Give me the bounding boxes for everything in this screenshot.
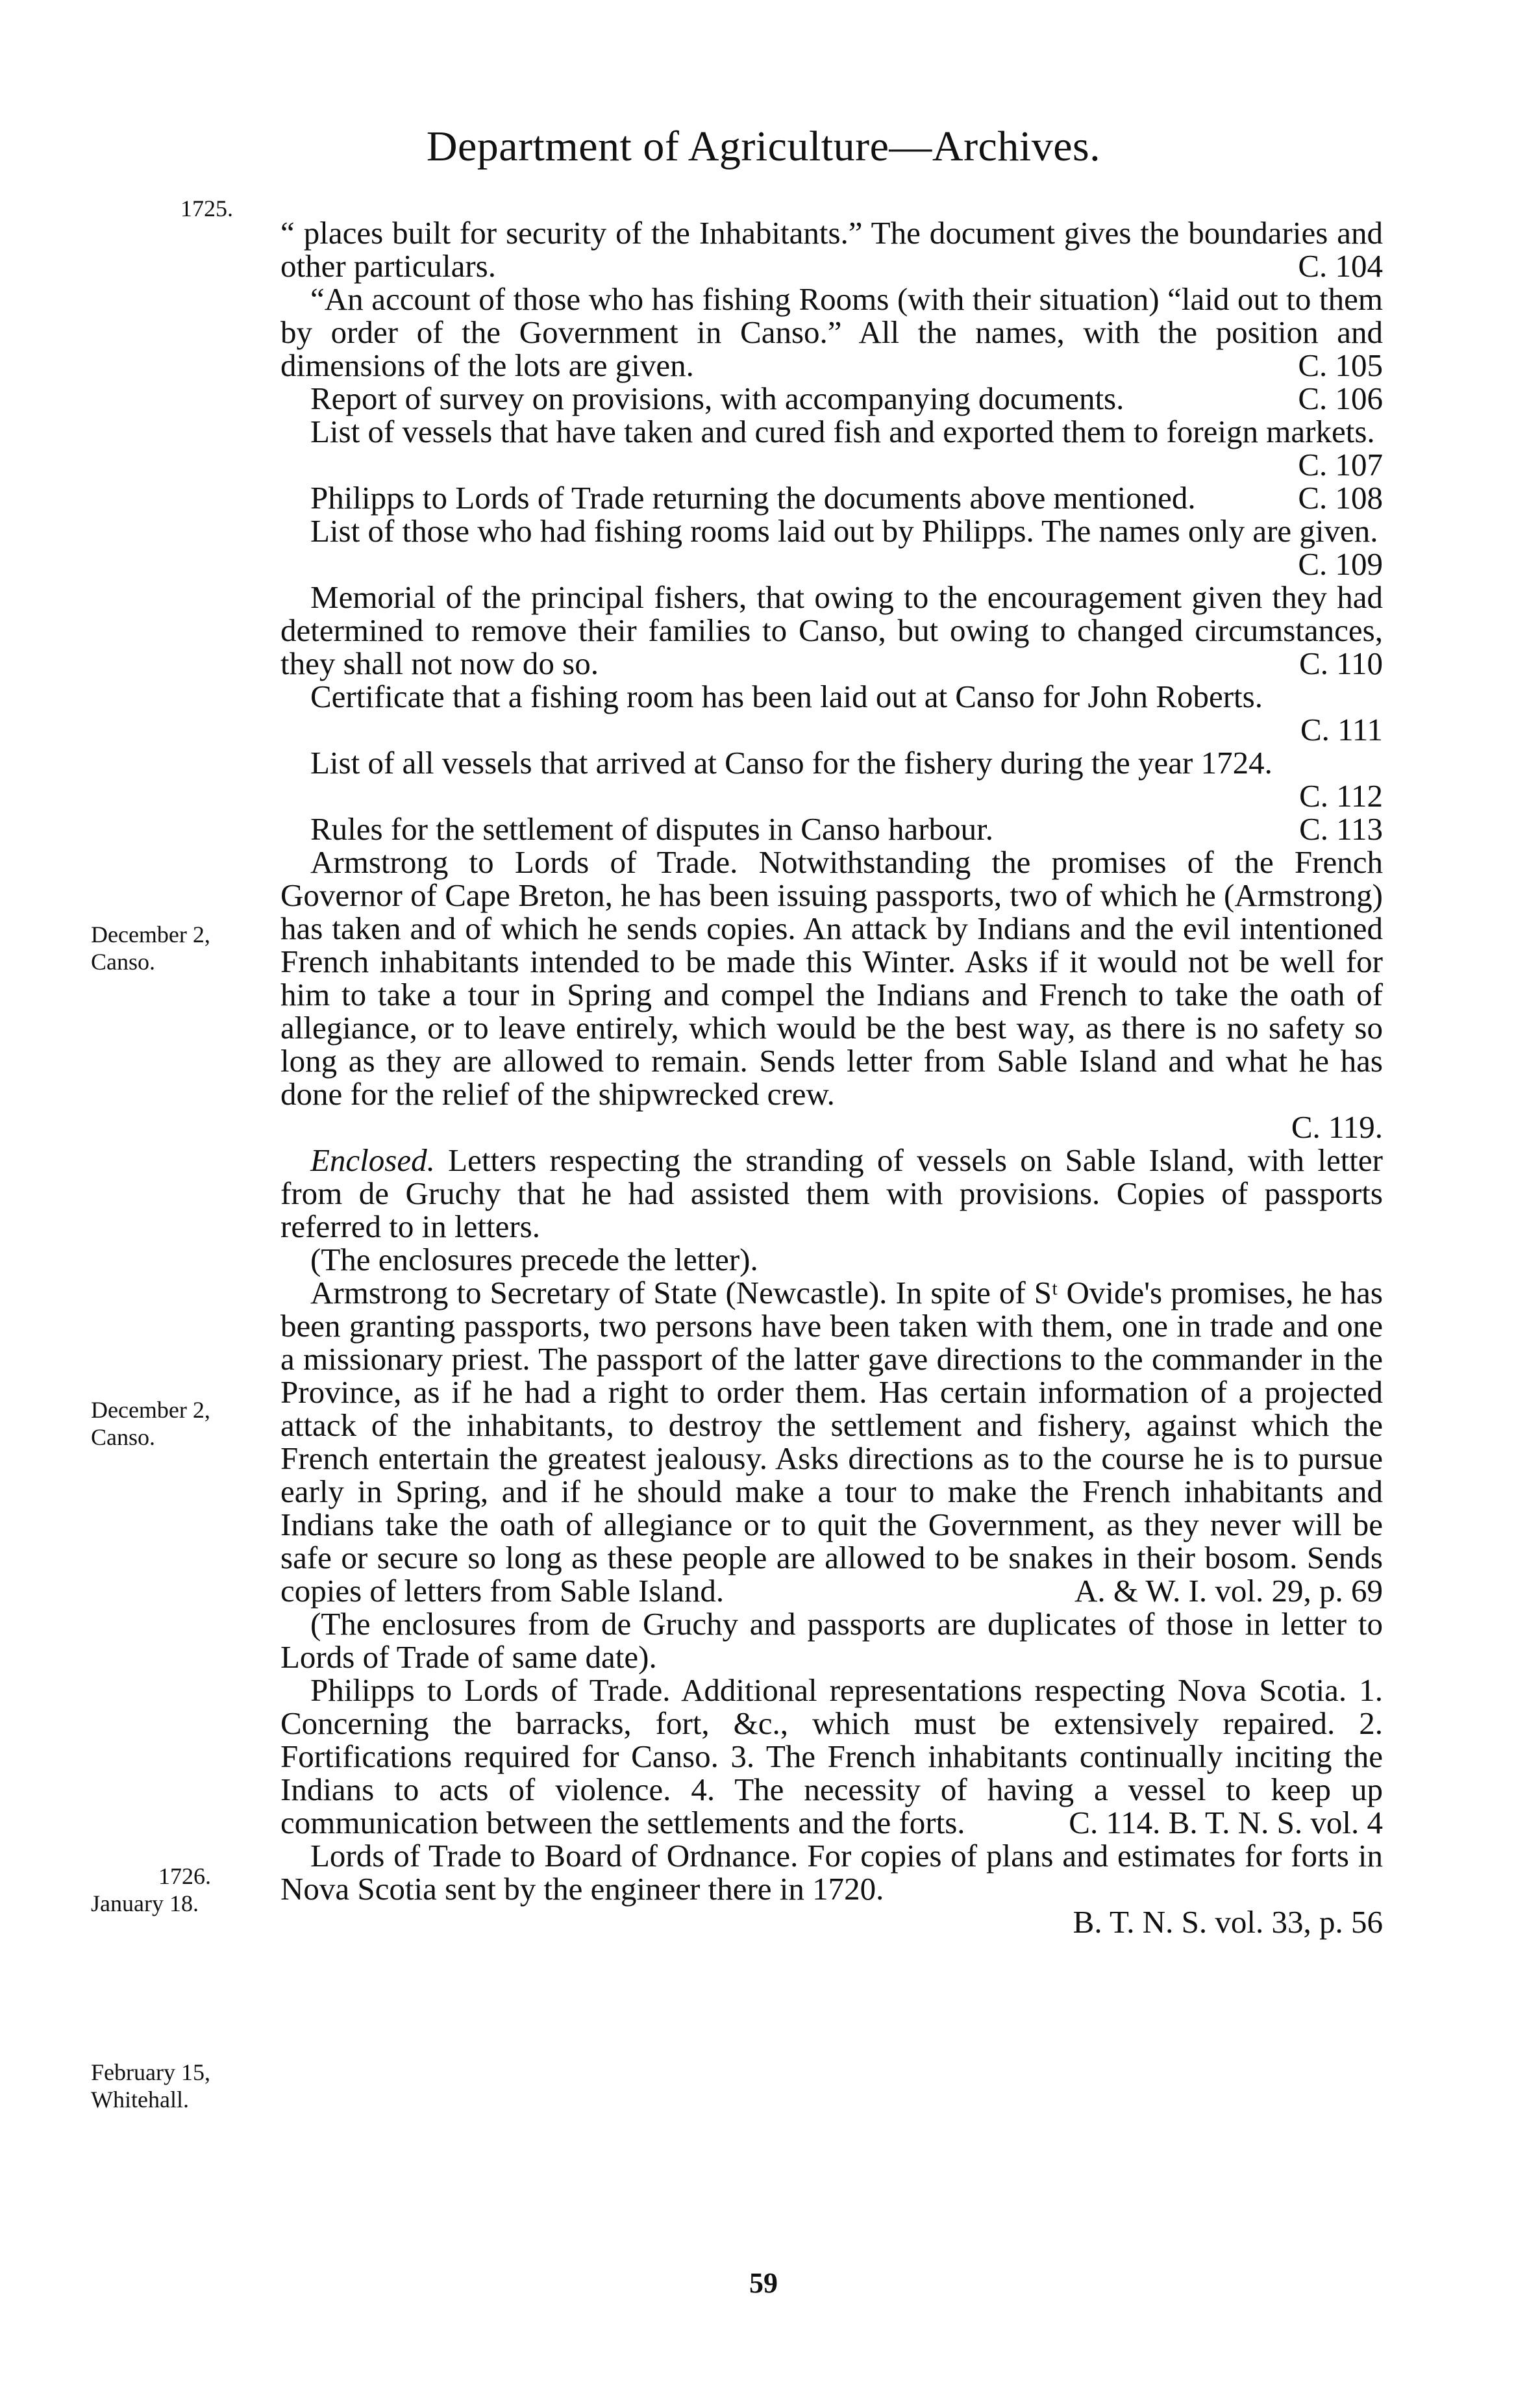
entry-reference: B. T. N. S. vol. 33, p. 56	[1073, 1904, 1383, 1940]
entry-philipps-additional-representations	[280, 1674, 1383, 1839]
entry-reference: C. 104	[1298, 248, 1383, 284]
entry-reference: C. 105	[1298, 347, 1383, 383]
entry-text: Memorial of the principal fishers, that owing to the encouragement given they had determined to remove their families to Canso, but owing to changed circumstances, they shall not now do so.	[280, 579, 1383, 681]
entry-text: Rules for the settlement of disputes in Canso harbour.	[310, 811, 993, 847]
entry-enclosures-duplicates-note	[280, 1607, 1383, 1674]
entry-text: “An account of those who has fishing Rooms (with their situation) “laid out to them by order of the Government in Canso.” All the names, with the position and dimensions of the lots are given.	[280, 281, 1383, 383]
margin-place-canso-second: Canso.	[91, 1424, 155, 1450]
margin-notes	[0, 0, 273, 2408]
entry-text: (The enclosures from de Gruchy and passports are duplicates of those in letter to Lords of Trade of same date).	[280, 1606, 1383, 1675]
entry-armstrong-to-secretary	[280, 1276, 1383, 1607]
entry-text: Letters respecting the stranding of vessels on Sable Island, with letter from de Gruchy that he had assisted them with provisions. Copies of passports referred to in letters.	[280, 1142, 1383, 1244]
margin-date-february-15: February 15,	[91, 2059, 210, 2085]
enclosed-label: Enclosed.	[310, 1142, 435, 1178]
entry-reference: C. 114. B. T. N. S. vol. 4	[1069, 1805, 1383, 1840]
entry-reference: C. 111	[1300, 712, 1383, 747]
entry-survey-provisions	[280, 382, 1383, 415]
entry-reference: C. 112	[1299, 778, 1383, 814]
entry-text: (The enclosures precede the letter).	[310, 1242, 758, 1277]
entry-philipps-returning	[280, 481, 1383, 514]
margin-place-whitehall: Whitehall.	[91, 2087, 189, 2113]
entry-text: Armstrong to Lords of Trade. Notwithstanding the promises of the French Governor of Cape Breton, he has been issuing passports, two of which he (Armstrong) has taken and of which he sends copies. An attack by Indians and the evil intentioned French inhabitants intended to be made this Winter. Asks if it would not be well for him to take a tour in Spring and compel the Indians and French to take the oath of allegiance, or to leave entirely, which would be the best way, as there is no safety so long as they are allowed to remain. Sends letter from Sable Island and what he has done for the relief of the shipwrecked crew.	[280, 844, 1383, 1112]
margin-date-december-2-second: December 2,	[91, 1397, 210, 1423]
entry-lords-to-board-of-ordnance	[280, 1839, 1383, 1938]
entry-text: “ places built for security of the Inhabitants.” The document gives the boundaries and other particulars.	[280, 215, 1383, 284]
entry-reference: C. 113	[1299, 811, 1383, 847]
entry-reference: C. 107	[1298, 447, 1383, 483]
entry-places-built	[280, 216, 1383, 282]
entry-text: List of vessels that have taken and cured fish and exported them to foreign markets.	[310, 414, 1375, 449]
entry-text: List of all vessels that arrived at Canso for the fishery during the year 1724.	[310, 745, 1272, 781]
entry-reference: C. 110	[1299, 646, 1383, 681]
margin-date-january-18: January 18.	[91, 1890, 199, 1916]
entry-text: Certificate that a fishing room has been laid out at Canso for John Roberts.	[310, 679, 1263, 714]
entry-text: List of those who had fishing rooms laid out by Philipps. The names only are given.	[310, 513, 1378, 549]
entry-reference: C. 119.	[1291, 1109, 1383, 1145]
document-body	[280, 216, 1383, 1938]
entry-enclosures-note	[280, 1243, 1383, 1276]
entry-text: Philipps to Lords of Trade returning the documents above mentioned.	[310, 480, 1196, 516]
page-number: 59	[749, 2267, 778, 2299]
entry-text: Report of survey on provisions, with accompanying documents.	[310, 381, 1124, 416]
entry-fishing-rooms-account	[280, 282, 1383, 382]
margin-place-canso-first: Canso.	[91, 949, 155, 975]
entry-enclosed-letters	[280, 1144, 1383, 1243]
entry-text: Lords of Trade to Board of Ordnance. For copies of plans and estimates for forts in Nova Scotia sent by the engineer there in 1720.	[280, 1838, 1383, 1907]
entry-list-of-vessels	[280, 415, 1383, 481]
entry-rules-disputes	[280, 812, 1383, 846]
entry-text: Philipps to Lords of Trade. Additional representations respecting Nova Scotia. 1. Concerning the barracks, fort, &c., which must be extensively repaired. 2. Fortifications required for Canso. 3. The French inhabitants continually inciting the Indians to acts of violence. 4. The necessity of having a vessel to keep up communication between the settlements and the forts.	[280, 1672, 1383, 1840]
entry-certificate-fishing-room	[280, 680, 1383, 746]
entry-reference: A. & W. I. vol. 29, p. 69	[1074, 1573, 1383, 1609]
margin-year-1725: 1725.	[180, 195, 233, 221]
margin-year-1726: 1726.	[158, 1863, 211, 1889]
page-title: Department of Agriculture—Archives.	[426, 123, 1101, 170]
entry-fishing-rooms-list	[280, 514, 1383, 581]
entry-vessels-arrived-canso	[280, 746, 1383, 812]
margin-date-december-2-first: December 2,	[91, 922, 210, 947]
entry-text: Armstrong to Secretary of State (Newcastle). In spite of Sᵗ Ovide's promises, he has been granting passports, two persons have been taken with them, one in trade and one a missionary priest. The passport of the latter gave directions to the commander in the Province, as if he had a right to order them. Has certain information of a projected attack of the inhabitants, to destroy the settlement and fishery, against which the French entertain the greatest jealousy. Asks directions as to the course he is to pursue early in Spring, and if he should make a tour to make the French inhabitants and Indians take the oath of allegiance or to quit the Government, as they never will be safe or secure so long as these people are allowed to be snakes in their bosom. Sends copies of letters from Sable Island.	[280, 1275, 1383, 1609]
entry-reference: C. 106	[1298, 381, 1383, 416]
entry-armstrong-to-lords-of-trade	[280, 846, 1383, 1144]
entry-reference: C. 108	[1298, 480, 1383, 516]
entry-memorial-fishers	[280, 581, 1383, 680]
entry-reference: C. 109	[1298, 546, 1383, 582]
